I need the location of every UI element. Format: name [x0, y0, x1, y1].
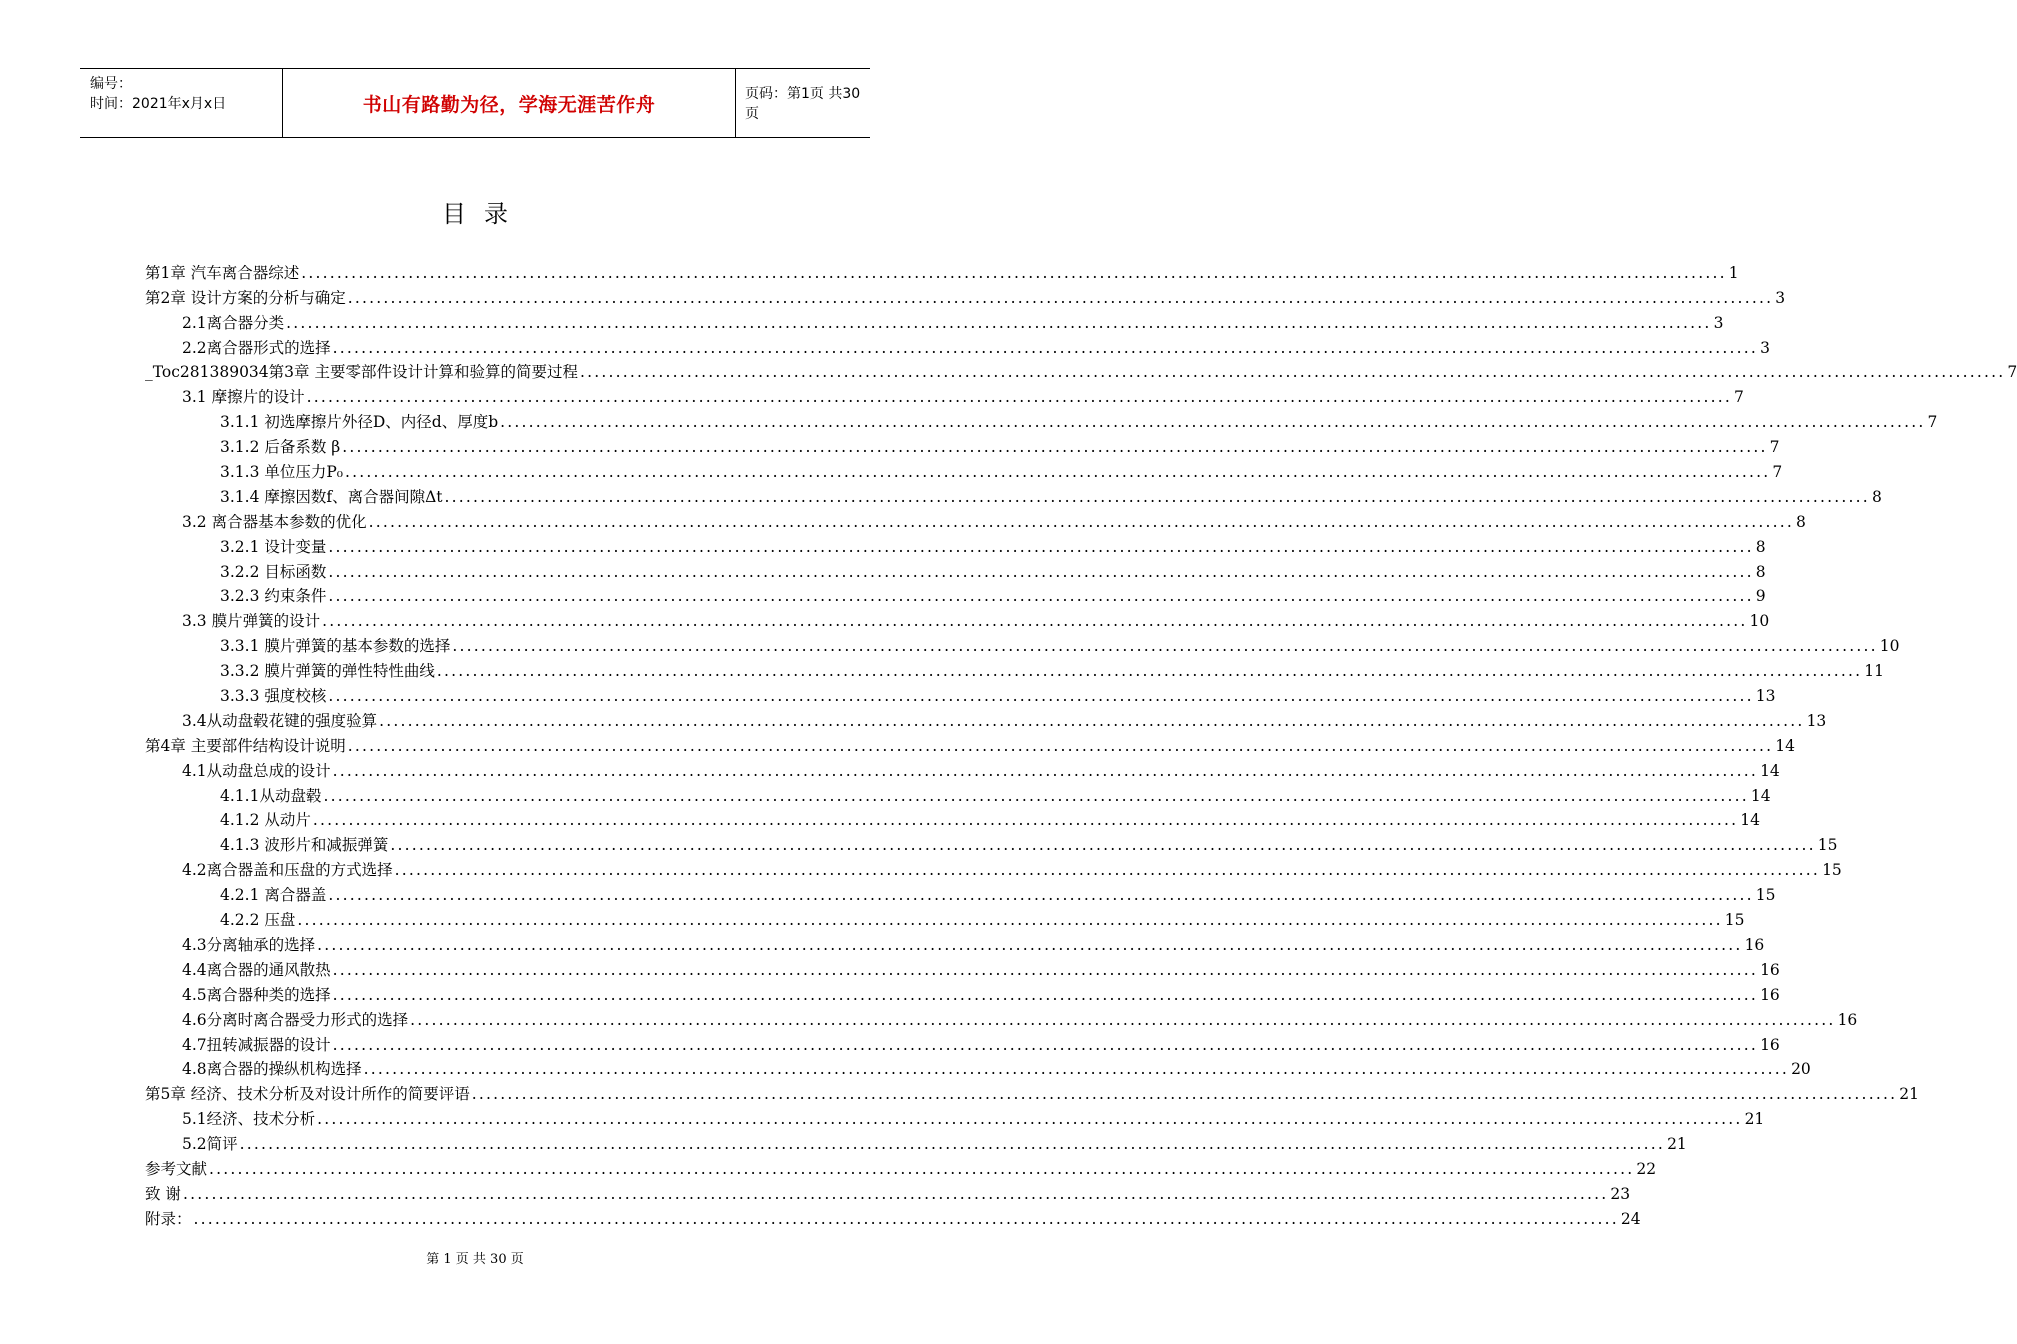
- toc-entry-page: 7: [1733, 388, 1744, 407]
- toc-entry-title: 3.2.2 目标函数: [220, 562, 327, 581]
- toc-entry[interactable]: [145, 1179, 1631, 1204]
- toc-entry-title: _Toc281389034第3章 主要零部件设计计算和验算的简要过程: [145, 363, 578, 382]
- toc-entry-page: 13: [1755, 687, 1776, 706]
- toc-entry-page: 14: [1750, 786, 1771, 805]
- toc-entry-page: 15: [1822, 861, 1842, 880]
- toc-entry-title: 3.3.2 膜片弹簧的弹性特性曲线: [220, 662, 435, 681]
- toc-entry-page: 14: [1760, 761, 1780, 780]
- toc-entry[interactable]: [145, 955, 1780, 980]
- toc-leader-dots: ........................................................................................................................................................................................................: [322, 612, 1748, 631]
- toc-entry-page: 10: [1879, 637, 1900, 656]
- page-footer: 第 1 页 共 30 页: [426, 1252, 524, 1267]
- toc-entry[interactable]: [145, 358, 2017, 383]
- toc-entry[interactable]: [145, 731, 1795, 756]
- toc-entry-page: 14: [1775, 736, 1795, 755]
- toc-entry[interactable]: [145, 631, 1900, 656]
- toc-entry-page: 11: [1864, 662, 1885, 681]
- toc-leader-dots: ........................................................................................................................................................................................................: [379, 711, 1805, 730]
- toc-entry-title: 3.3.1 膜片弹簧的基本参数的选择: [220, 637, 451, 656]
- toc-entry-title: 4.7扭转减振器的设计: [182, 1035, 331, 1054]
- toc-entry-title: 4.1从动盘总成的设计: [182, 761, 331, 780]
- toc-entry-page: 22: [1636, 1159, 1657, 1178]
- toc-leader-dots: ........................................................................................................................................................................................................: [306, 388, 1732, 407]
- toc-leader-dots: ........................................................................................................................................................................................................: [332, 761, 1759, 780]
- toc-entry[interactable]: [145, 283, 1786, 308]
- toc-entry-page: 8: [1755, 537, 1766, 556]
- toc-entry-page: 21: [1744, 1110, 1765, 1129]
- toc-entry-title: 5.1经济、技术分析: [182, 1110, 316, 1129]
- toc-entry-title: 4.1.2 从动片: [220, 811, 311, 830]
- toc-entry-page: 8: [1795, 512, 1806, 531]
- toc-leader-dots: ........................................................................................................................................................................................................: [332, 985, 1759, 1004]
- toc-entry[interactable]: [145, 258, 1739, 283]
- toc-entry-page: 16: [1760, 1035, 1780, 1054]
- toc-leader-dots: ........................................................................................................................................................................................................: [323, 786, 1749, 805]
- toc-entry-page: 3: [1760, 338, 1770, 357]
- toc-leader-dots: ........................................................................................................................................................................................................: [328, 587, 1754, 606]
- toc-entry-title: 附录：: [145, 1209, 192, 1228]
- toc-entry-title: 5.2简评: [182, 1135, 238, 1154]
- toc-leader-dots: ........................................................................................................................................................................................................: [332, 1035, 1759, 1054]
- toc-entry-page: 21: [1667, 1135, 1687, 1154]
- toc-entry-title: 3.1 摩擦片的设计: [182, 388, 305, 407]
- toc-leader-dots: ........................................................................................................................................................................................................: [394, 861, 1821, 880]
- motto-text: 书山有路勤为径，学海无涯苦作舟: [362, 93, 656, 116]
- toc-leader-dots: ........................................................................................................................................................................................................: [342, 438, 1768, 457]
- toc-entry-title: 4.2.1 离合器盖: [220, 886, 327, 905]
- toc-entry[interactable]: [145, 706, 1827, 731]
- toc-entry[interactable]: [145, 905, 1745, 930]
- toc-entry[interactable]: [145, 532, 1766, 557]
- toc-leader-dots: ........................................................................................................................................................................................................: [410, 1010, 1836, 1029]
- toc-entry-page: 8: [1871, 487, 1882, 506]
- toc-entry-title: 3.1.2 后备系数 β: [220, 438, 341, 457]
- table-of-contents: [145, 258, 2017, 1229]
- toc-leader-dots: ........................................................................................................................................................................................................: [347, 736, 1774, 755]
- toc-entry-title: 3.1.1 初选摩擦片外径D、内径d、厚度b: [220, 413, 499, 432]
- toc-entry[interactable]: [145, 1104, 1765, 1129]
- toc-entry-page: 10: [1749, 612, 1770, 631]
- toc-leader-dots: ........................................................................................................................................................................................................: [297, 911, 1723, 930]
- toc-entry-title: 3.3 膜片弹簧的设计: [182, 612, 321, 631]
- toc-entry-title: 4.3分离轴承的选择: [182, 935, 316, 954]
- toc-entry-title: 3.2 离合器基本参数的优化: [182, 512, 367, 531]
- number-label: 编号：: [90, 76, 132, 92]
- toc-leader-dots: ........................................................................................................................................................................................................: [368, 512, 1794, 531]
- date-label: 时间：2021年x月x日: [90, 96, 227, 112]
- header-page-cell: [735, 69, 870, 137]
- toc-entry-title: 4.8离合器的操纵机构选择: [182, 1060, 362, 1079]
- toc-entry-title: 3.2.3 约束条件: [220, 587, 327, 606]
- toc-entry[interactable]: [145, 830, 1838, 855]
- toc-entry[interactable]: [145, 756, 1780, 781]
- toc-entry-title: 4.2.2 压盘: [220, 911, 296, 930]
- toc-entry-title: 3.1.3 单位压力P₀: [220, 463, 344, 482]
- toc-entry-page: 3: [1713, 313, 1724, 332]
- toc-entry-page: 13: [1806, 711, 1827, 730]
- header-left-cell: [80, 69, 282, 137]
- toc-entry[interactable]: [145, 482, 1882, 507]
- toc-leader-dots: ........................................................................................................................................................................................................: [328, 562, 1754, 581]
- toc-entry-title: 3.1.4 摩擦因数f、离合器间隙Δt: [220, 487, 443, 506]
- toc-entry-title: 致 谢: [145, 1184, 181, 1203]
- toc-entry-page: 16: [1837, 1010, 1858, 1029]
- toc-entry-title: 4.6分离时离合器受力形式的选择: [182, 1010, 409, 1029]
- toc-entry[interactable]: [145, 1204, 1641, 1229]
- toc-leader-dots: ........................................................................................................................................................................................................: [332, 338, 1759, 357]
- toc-entry[interactable]: [145, 681, 1776, 706]
- toc-entry[interactable]: [145, 1030, 1780, 1055]
- page-info: 页码：第1页 共30页: [745, 86, 861, 122]
- toc-entry[interactable]: [145, 781, 1771, 806]
- toc-entry-page: 16: [1760, 960, 1780, 979]
- toc-entry-page: 21: [1899, 1085, 1919, 1104]
- toc-entry-page: 1: [1728, 263, 1739, 282]
- header-table: [80, 68, 870, 138]
- toc-leader-dots: ........................................................................................................................................................................................................: [347, 288, 1774, 307]
- toc-entry-page: 15: [1724, 911, 1745, 930]
- toc-entry-page: 15: [1817, 836, 1838, 855]
- toc-leader-dots: ........................................................................................................................................................................................................: [363, 1060, 1790, 1079]
- toc-leader-dots: ........................................................................................................................................................................................................: [436, 662, 1863, 681]
- toc-leader-dots: ........................................................................................................................................................................................................: [332, 960, 1759, 979]
- toc-entry[interactable]: [145, 806, 1761, 831]
- toc-entry-page: 20: [1791, 1060, 1811, 1079]
- toc-entry-title: 第4章 主要部件结构设计说明: [145, 736, 346, 755]
- toc-entry[interactable]: [145, 930, 1765, 955]
- toc-entry[interactable]: [145, 557, 1766, 582]
- toc-entry[interactable]: [145, 582, 1766, 607]
- toc-leader-dots: ........................................................................................................................................................................................................: [239, 1135, 1666, 1154]
- toc-entry-title: 3.2.1 设计变量: [220, 537, 327, 556]
- toc-leader-dots: ........................................................................................................................................................................................................: [444, 487, 1870, 506]
- toc-leader-dots: ........................................................................................................................................................................................................: [182, 1184, 1609, 1203]
- toc-entry-page: 16: [1760, 985, 1780, 1004]
- toc-entry-page: 14: [1740, 811, 1761, 830]
- toc-entry-page: 24: [1620, 1209, 1641, 1228]
- toc-leader-dots: ........................................................................................................................................................................................................: [500, 413, 1926, 432]
- toc-entry[interactable]: [145, 432, 1780, 457]
- toc-entry[interactable]: [145, 1129, 1687, 1154]
- toc-entry[interactable]: [145, 606, 1770, 631]
- toc-leader-dots: ........................................................................................................................................................................................................: [345, 463, 1771, 482]
- toc-entry[interactable]: [145, 457, 1783, 482]
- toc-entry[interactable]: [145, 407, 1938, 432]
- toc-entry-title: 第5章 经济、技术分析及对设计所作的简要评语: [145, 1085, 470, 1104]
- toc-entry[interactable]: [145, 880, 1776, 905]
- toc-entry-title: 4.2离合器盖和压盘的方式选择: [182, 861, 393, 880]
- toc-entry-page: 23: [1610, 1184, 1631, 1203]
- toc-entry-title: 第1章 汽车离合器综述: [145, 263, 300, 282]
- toc-entry-page: 7: [1772, 463, 1783, 482]
- toc-entry-page: 16: [1744, 935, 1765, 954]
- toc-leader-dots: ........................................................................................................................................................................................................: [317, 935, 1743, 954]
- page-title: 目录: [442, 200, 526, 228]
- toc-entry-title: 4.4离合器的通风散热: [182, 960, 331, 979]
- toc-entry-title: 参考文献: [145, 1159, 208, 1178]
- toc-entry-title: 3.4从动盘毂花键的强度验算: [182, 711, 378, 730]
- toc-leader-dots: ........................................................................................................................................................................................................: [317, 1110, 1743, 1129]
- toc-entry-title: 2.1离合器分类: [182, 313, 285, 332]
- toc-entry[interactable]: [145, 308, 1724, 333]
- toc-entry-page: 7: [2007, 363, 2017, 382]
- toc-entry-page: 9: [1755, 587, 1766, 606]
- toc-entry-page: 7: [1927, 413, 1938, 432]
- toc-entry-title: 3.3.3 强度校核: [220, 687, 327, 706]
- toc-leader-dots: ........................................................................................................................................................................................................: [301, 263, 1727, 282]
- toc-entry[interactable]: [145, 1055, 1811, 1080]
- toc-leader-dots: ........................................................................................................................................................................................................: [471, 1085, 1898, 1104]
- toc-leader-dots: ........................................................................................................................................................................................................: [286, 313, 1712, 332]
- toc-entry[interactable]: [145, 1154, 1657, 1179]
- toc-entry-title: 第2章 设计方案的分析与确定: [145, 288, 346, 307]
- toc-leader-dots: ........................................................................................................................................................................................................: [328, 886, 1754, 905]
- toc-leader-dots: ........................................................................................................................................................................................................: [312, 811, 1739, 830]
- toc-entry[interactable]: [145, 656, 1885, 681]
- toc-entry[interactable]: [145, 1005, 1858, 1030]
- toc-entry[interactable]: [145, 333, 1770, 358]
- toc-entry[interactable]: [145, 855, 1842, 880]
- toc-entry-title: 4.1.3 波形片和减振弹簧: [220, 836, 389, 855]
- toc-entry[interactable]: [145, 1079, 1919, 1104]
- toc-entry-page: 7: [1769, 438, 1780, 457]
- toc-entry-page: 3: [1775, 288, 1786, 307]
- toc-leader-dots: ........................................................................................................................................................................................................: [579, 363, 2006, 382]
- toc-entry[interactable]: [145, 507, 1806, 532]
- toc-entry-page: 8: [1755, 562, 1766, 581]
- toc-entry[interactable]: [145, 980, 1780, 1005]
- toc-entry[interactable]: [145, 382, 1744, 407]
- toc-entry-title: 2.2离合器形式的选择: [182, 338, 331, 357]
- toc-entry-title: 4.5离合器种类的选择: [182, 985, 331, 1004]
- toc-leader-dots: ........................................................................................................................................................................................................: [328, 687, 1754, 706]
- toc-entry-page: 15: [1755, 886, 1776, 905]
- toc-entry-title: 4.1.1从动盘毂: [220, 786, 322, 805]
- toc-leader-dots: ........................................................................................................................................................................................................: [193, 1209, 1619, 1228]
- toc-leader-dots: ........................................................................................................................................................................................................: [328, 537, 1754, 556]
- toc-leader-dots: ........................................................................................................................................................................................................: [452, 637, 1878, 656]
- header-motto-cell: [282, 69, 736, 137]
- toc-leader-dots: ........................................................................................................................................................................................................: [390, 836, 1816, 855]
- toc-leader-dots: ........................................................................................................................................................................................................: [209, 1159, 1635, 1178]
